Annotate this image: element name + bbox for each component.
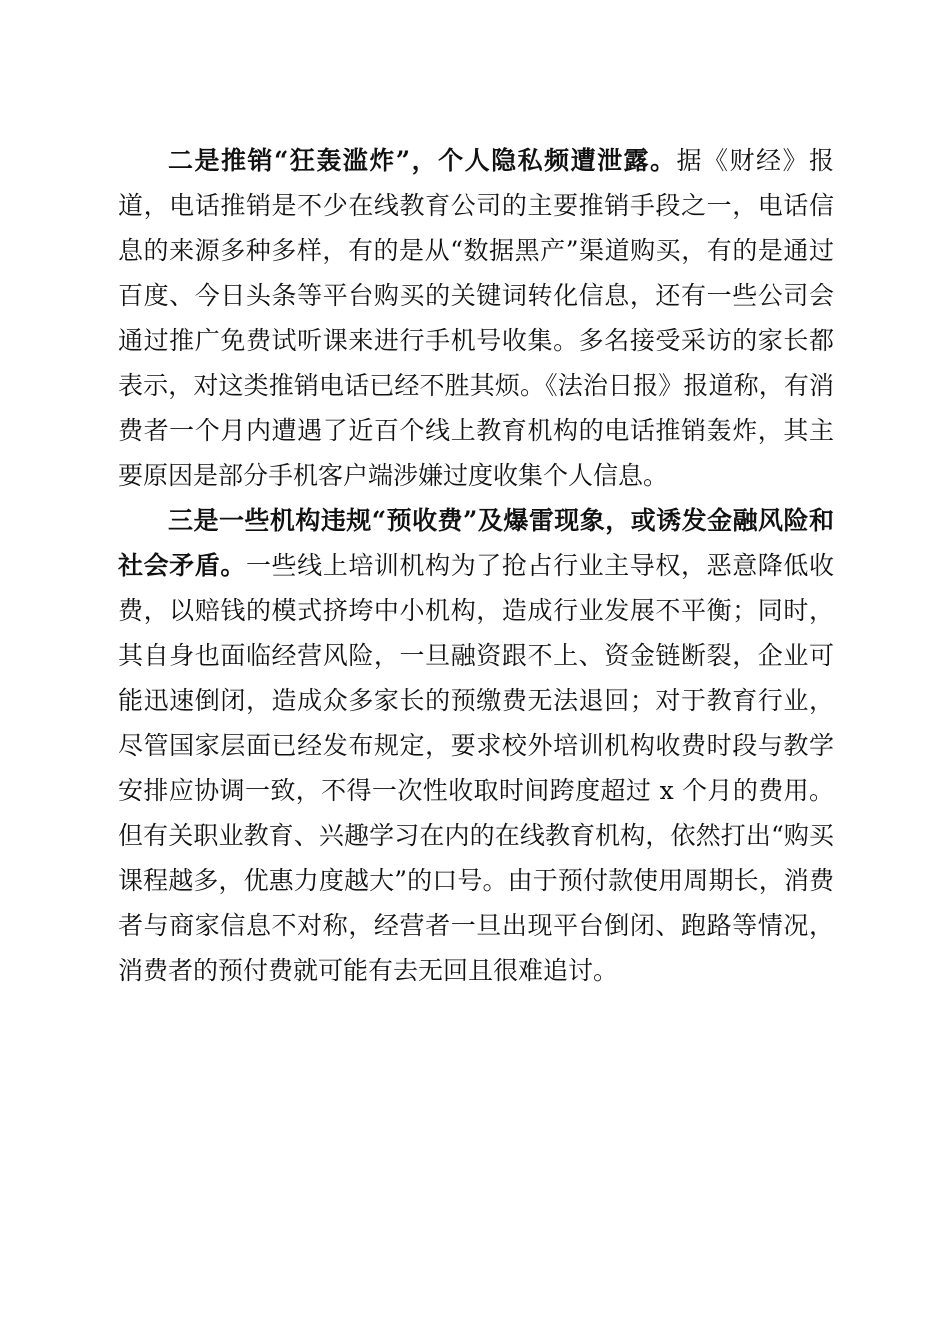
paragraph-2-text: 一些线上培训机构为了抢占行业主导权，恶意降低收费，以赔钱的模式挤垮中小机构，造成行业发展不平衡；同时，其自身也面临经营风险，一旦融资跟不上、资金链断裂，企业可能迅速倒闭，造成众多家长的预缴费无法退回；对于教育行业，尽管国家层面已经发布规定，要求校外培训机构收费时段与教学安排应协调一致，不得一次性收取时间跨度超过 x 个月的费用。但有关职业教育、兴趣学习在内的在线教育机构，依然打出“购买课程越多，优惠力度越大”的口号。由于预付款使用周期长，消费者与商家信息不对称，经营者一旦出现平台倒闭、跑路等情况，消费者的预付费就可能有去无回且很难追讨。 xyxy=(118,551,834,985)
paragraph-2 xyxy=(118,498,834,993)
paragraph-1-lead: 二是推销“狂轰滥炸”，个人隐私频遭泄露。 xyxy=(168,146,677,175)
paragraph-1-text: 据《财经》报道，电话推销是不少在线教育公司的主要推销手段之一，电话信息的来源多种多样，有的是从“数据黑产”渠道购买，有的是通过百度、今日头条等平台购买的关键词转化信息，还有一些公司会通过推广免费试听课来进行手机号收集。多名接受采访的家长都表示，对这类推销电话已经不胜其烦。《法治日报》报道称，有消费者一个月内遭遇了近百个线上教育机构的电话推销轰炸，其主要原因是部分手机客户端涉嫌过度收集个人信息。 xyxy=(118,146,834,490)
document-body xyxy=(118,138,834,993)
paragraph-2-lead: 三是一些机构违规“预收费”及爆雷现象，或诱发金融风险和社会矛盾。 xyxy=(118,506,834,580)
paragraph-1 xyxy=(118,138,834,498)
